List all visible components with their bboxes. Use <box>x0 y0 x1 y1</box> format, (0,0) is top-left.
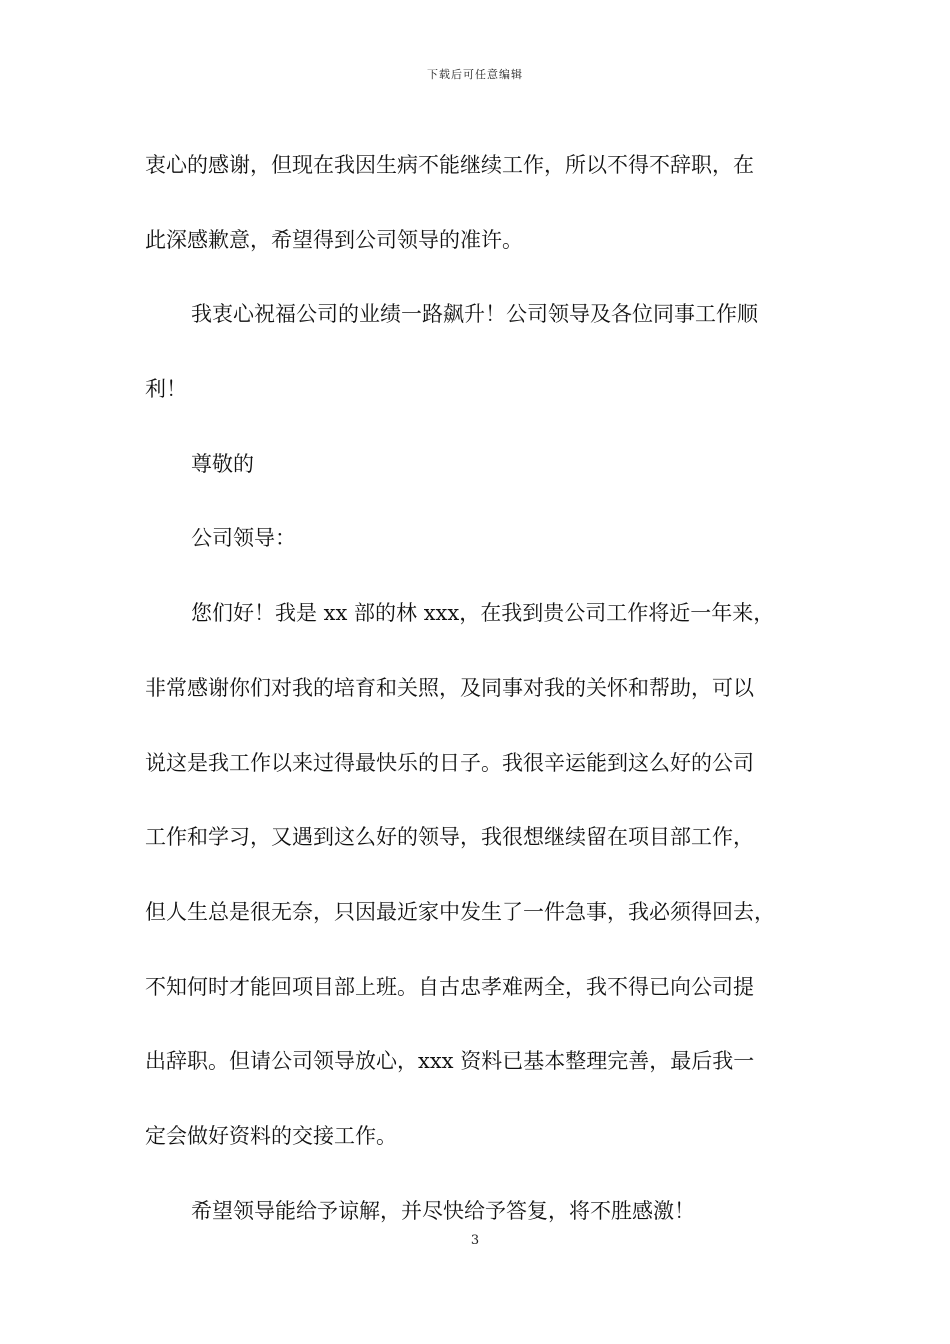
page-number: 3 <box>470 1233 480 1248</box>
paragraph-line: 不知何时才能回项目部上班。自古忠孝难两全，我不得已向公司提 <box>145 974 754 999</box>
paragraph-line: 定会做好资料的交接工作。 <box>145 1123 397 1148</box>
paragraph-line: 利！ <box>145 377 187 402</box>
paragraph-line: 衷心的感谢，但现在我因生病不能继续工作，所以不得不辞职，在 <box>145 153 754 177</box>
paragraph-line: 希望领导能给予谅解，并尽快给予答复，将不胜感激！ <box>191 1198 695 1223</box>
paragraph-line: 此深感歉意，希望得到公司领导的准许。 <box>145 227 523 252</box>
paragraph-line: 说这是我工作以来过得最快乐的日子。我很辛运能到这么好的公司 <box>145 750 754 775</box>
paragraph-line: 我衷心祝福公司的业绩一路飙升！公司领导及各位同事工作顺 <box>191 302 758 327</box>
paragraph-line: 但人生总是很无奈，只因最近家中发生了一件急事，我必须得回去， <box>145 899 775 924</box>
letter-body <box>145 128 810 1248</box>
salutation-line: 尊敬的 <box>191 451 254 476</box>
paragraph-line: 非常感谢你们对我的培育和关照，及同事对我的关怀和帮助，可以 <box>145 675 754 700</box>
paragraph-line: 您们好！我是 xx 部的林 xxx，在我到贵公司工作将近一年来， <box>191 601 775 626</box>
paragraph-line: 工作和学习，又遇到这么好的领导，我很想继续留在项目部工作， <box>145 825 754 850</box>
salutation-line: 公司领导： <box>191 526 296 551</box>
page-header: 下载后可任意编辑 <box>427 68 523 81</box>
paragraph-line: 出辞职。但请公司领导放心，xxx 资料已基本整理完善，最后我一 <box>145 1049 755 1074</box>
